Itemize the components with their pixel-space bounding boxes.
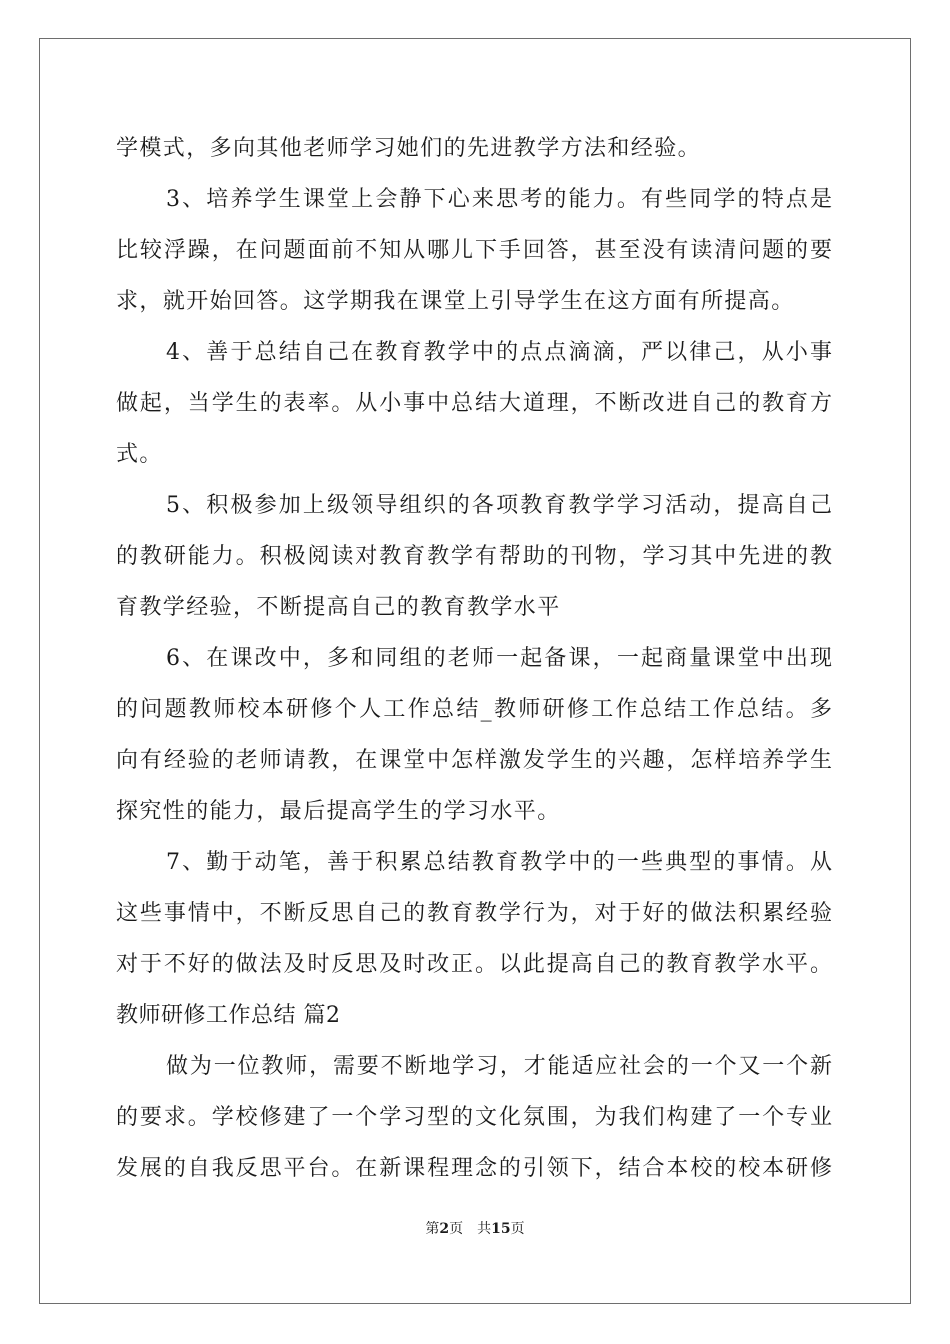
- text-line: 学模式，多向其他老师学习她们的先进教学方法和经验。: [116, 136, 702, 161]
- total-pages-number: 15: [491, 1221, 511, 1237]
- text-line: 向有经验的老师请教，在课堂中怎样激发学生的兴趣，怎样培养学生: [116, 748, 832, 773]
- total-prefix: 共: [477, 1221, 492, 1237]
- text-line: 育教学经验，不断提高自己的教育教学水平: [116, 595, 561, 620]
- text-line: 探究性的能力，最后提高学生的学习水平。: [116, 799, 561, 824]
- text-line: 对于不好的做法及时反思及时改正。以此提高自己的教育教学水平。: [116, 952, 832, 977]
- total-suffix: 页: [510, 1221, 525, 1237]
- text-line: 这些事情中，不断反思自己的教育教学行为，对于好的做法积累经验: [116, 901, 832, 926]
- text-line: 比较浮躁，在问题面前不知从哪儿下手回答，甚至没有读清问题的要: [116, 238, 832, 263]
- text-line: 式。: [116, 442, 163, 467]
- text-line: 做起，当学生的表率。从小事中总结大道理，不断改进自己的教育方: [116, 391, 832, 416]
- text-line: 5、积极参加上级领导组织的各项教育教学学习活动，提高自己: [166, 493, 832, 518]
- text-line: 求，就开始回答。这学期我在课堂上引导学生在这方面有所提高。: [116, 289, 795, 314]
- document-body: [116, 123, 832, 1194]
- text-line: 7、勤于动笔，善于积累总结教育教学中的一些典型的事情。从: [166, 850, 832, 875]
- text-line: 6、在课改中，多和同组的老师一起备课，一起商量课堂中出现: [166, 646, 832, 671]
- text-line: 3、培养学生课堂上会静下心来思考的能力。有些同学的特点是: [166, 187, 832, 212]
- text-line: 的要求。学校修建了一个学习型的文化氛围，为我们构建了一个专业: [116, 1105, 832, 1130]
- text-line: 的教研能力。积极阅读对教育教学有帮助的刊物，学习其中先进的教: [116, 544, 832, 569]
- text-line: 发展的自我反思平台。在新课程理念的引领下，结合本校的校本研修: [116, 1156, 832, 1181]
- page-prefix: 第: [425, 1221, 440, 1237]
- page-footer: [0, 1218, 950, 1238]
- text-line: 做为一位教师，需要不断地学习，才能适应社会的一个又一个新: [166, 1054, 832, 1079]
- current-page-number: 2: [439, 1221, 450, 1237]
- text-line: 的问题教师校本研修个人工作总结_教师研修工作总结工作总结。多: [116, 697, 832, 722]
- section-heading: 教师研修工作总结 篇2: [116, 1003, 341, 1028]
- text-line: 4、善于总结自己在教育教学中的点点滴滴，严以律己，从小事: [166, 340, 832, 365]
- page-suffix: 页: [449, 1221, 464, 1237]
